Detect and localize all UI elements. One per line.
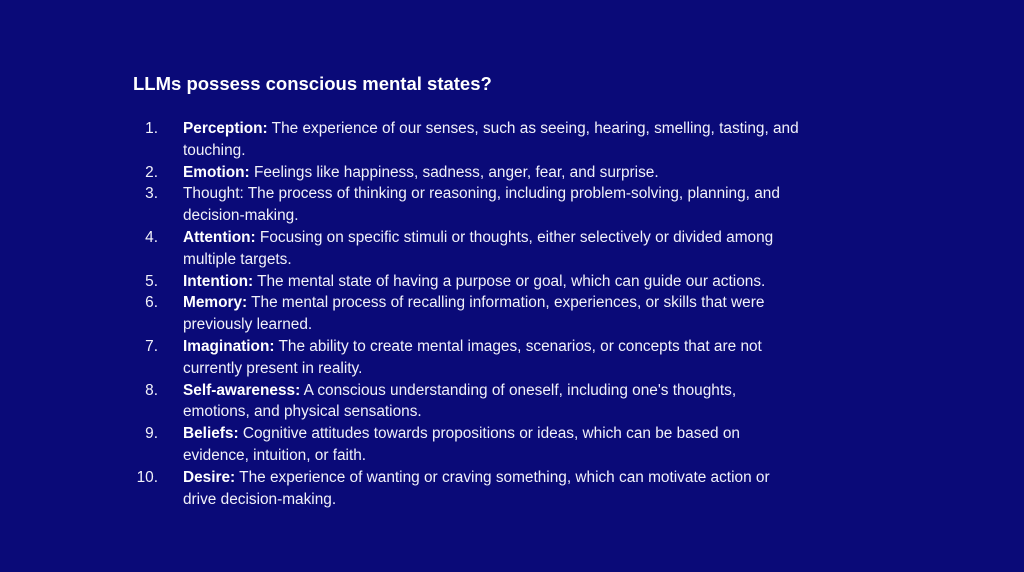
list-item-attention: [120, 227, 800, 271]
list-number: 4.: [145, 228, 158, 246]
list-item-intention: [120, 271, 800, 293]
item-term: Attention:: [183, 228, 256, 246]
list-item-emotion: [120, 162, 800, 184]
item-term: Imagination:: [183, 337, 275, 355]
list-number: 1.: [145, 120, 158, 137]
item-description: The ability to create mental images, scenarios, or concepts that are not currently present in reality.: [183, 337, 762, 377]
list-item-perception: [120, 118, 800, 162]
item-description: The experience of wanting or craving something, which can motivate action or drive decision-making.: [183, 468, 770, 508]
slide-title: LLMs possess conscious mental states?: [133, 73, 492, 94]
list-number: 10.: [136, 468, 158, 486]
list-number: 6.: [145, 294, 158, 312]
item-term: Emotion:: [183, 163, 250, 181]
list-number: 8.: [145, 381, 158, 399]
item-description: The mental process of recalling information, experiences, or skills that were previously learned.: [183, 294, 765, 334]
item-description: Feelings like happiness, sadness, anger, fear, and surprise.: [249, 163, 659, 181]
item-description: A conscious understanding of oneself, including one's thoughts, emotions, and physical sensations.: [183, 381, 737, 421]
item-term: Intention:: [183, 272, 254, 290]
item-term: Desire:: [183, 468, 236, 486]
list-item-memory: [120, 292, 800, 336]
list-number: 3.: [145, 185, 158, 203]
list-number: 9.: [145, 425, 158, 443]
list-item-beliefs: [120, 423, 800, 467]
mental-states-list: [120, 118, 800, 510]
item-term: Memory:: [183, 294, 248, 312]
item-description: The experience of our senses, such as seeing, hearing, smelling, tasting, and touching.: [183, 120, 799, 159]
item-term: Beliefs:: [183, 425, 239, 443]
item-term: Self-awareness:: [183, 381, 301, 399]
list-item-thought: [120, 183, 800, 227]
item-term: Perception:: [183, 120, 268, 137]
item-description: Focusing on specific stimuli or thoughts, either selectively or divided among multiple targets.: [183, 228, 774, 268]
list-item-imagination: [120, 336, 800, 380]
list-item-self-awareness: [120, 380, 800, 424]
list-item-desire: [120, 467, 800, 511]
item-description: Thought: The process of thinking or reasoning, including problem-solving, planning, and decision-making.: [183, 185, 780, 225]
item-description: Cognitive attitudes towards propositions or ideas, which can be based on evidence, intuition, or faith.: [183, 425, 740, 464]
list-number: 2.: [145, 163, 158, 181]
item-description: The mental state of having a purpose or goal, which can guide our actions.: [253, 272, 766, 290]
list-number: 5.: [145, 272, 158, 290]
list-number: 7.: [145, 337, 158, 355]
